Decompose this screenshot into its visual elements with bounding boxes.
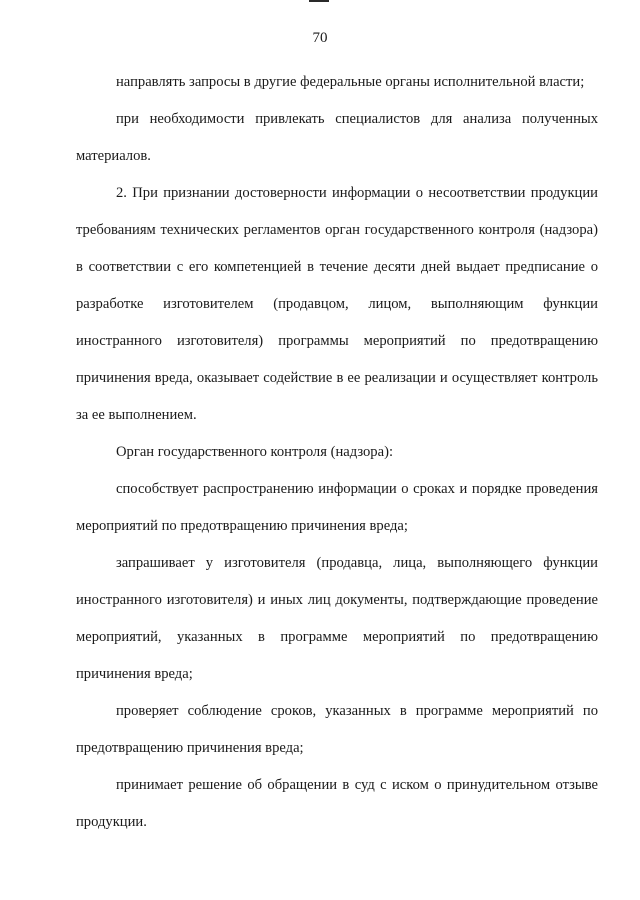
page-number: 70 (312, 30, 328, 46)
paragraph-send-requests: направлять запросы в другие федеральные органы исполнительной власти; (116, 74, 585, 90)
paragraph-checks-deadlines: проверяет соблюдение сроков, указанных в программе мероприятий по предотвращению причинения вреда; (76, 703, 598, 756)
paragraph-requests-documents: запрашивает у изготовителя (продавца, лица, выполняющего функции иностранного изготовителя) и иных лиц документы, подтверждающие проведение мероприятий, указанных в программе мероприятий по предотвращению причинения вреда; (76, 555, 598, 682)
paragraph-promotes-information: способствует распространению информации о сроках и порядке проведения мероприятий по предотвращению причинения вреда; (76, 481, 598, 534)
document-body (76, 64, 598, 841)
paragraph-control-body: Орган государственного контроля (надзора): (116, 444, 393, 460)
paragraph-item-2: 2. При признании достоверности информации о несоответствии продукции требованиям технических регламентов орган государственного контроля (надзора) в соответствии с его компетенцией в течение десяти дней выдает предписание о разработке изготовителем (продавцом, лицом, выполняющим функции иностранного изготовителя) программы мероприятий по предотвращению причинения вреда, оказывает содействие в ее реализации и осуществляет контроль за ее выполнением. (76, 185, 598, 423)
top-rule (309, 0, 329, 2)
paragraph-involve-specialists: при необходимости привлекать специалистов для анализа полученных материалов. (76, 111, 598, 164)
paragraph-court-decision: принимает решение об обращении в суд с иском о принудительном отзыве продукции. (76, 777, 598, 830)
